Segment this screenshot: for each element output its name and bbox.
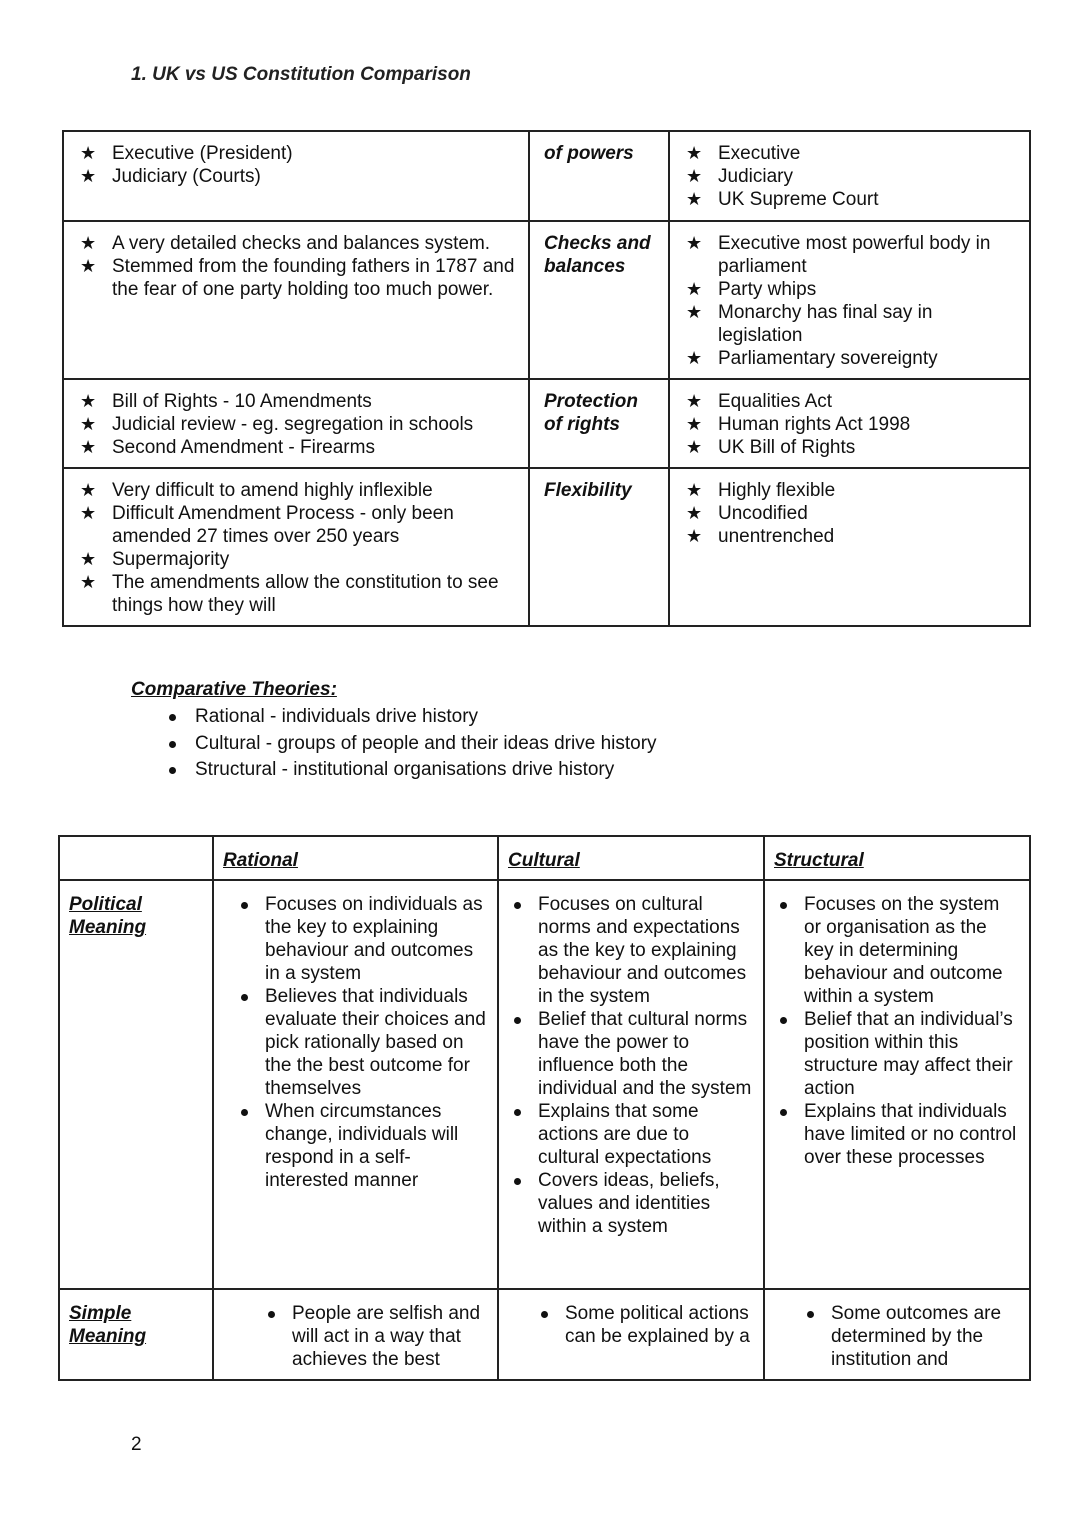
- rational-cell: [213, 1289, 498, 1380]
- list-item: ★ Judiciary (Courts): [78, 165, 518, 188]
- uk-cell: [669, 221, 1030, 379]
- list-item: Focuses on the system or organisation as the key in determining behaviour and outcome within a system: [774, 893, 1021, 1008]
- list-item: ★ Supermajority: [78, 548, 518, 571]
- table-row: [63, 131, 1030, 221]
- list-item: ★ Bill of Rights - 10 Amendments: [78, 390, 518, 413]
- us-cell: [63, 221, 529, 379]
- list-item: Focuses on cultural norms and expectations as the key to explaining behaviour and outcomes in the system: [508, 893, 755, 1008]
- table-row: [63, 468, 1030, 626]
- header-cell: [764, 836, 1030, 880]
- list-item: ★ Parliamentary sovereignty: [684, 347, 1019, 370]
- comparative-theories: [131, 678, 831, 784]
- category-cell: [529, 468, 669, 626]
- uk-cell: [669, 379, 1030, 468]
- rational-cell: [213, 880, 498, 1289]
- list-item: ★ UK Bill of Rights: [684, 436, 1019, 459]
- table-row: [63, 221, 1030, 379]
- list-item: ★ Party whips: [684, 278, 1019, 301]
- list-item: ★ Second Amendment - Firearms: [78, 436, 518, 459]
- header-cultural: Cultural: [508, 850, 580, 871]
- theory-table: [58, 835, 1031, 1381]
- category-label: Protection of rights: [544, 391, 638, 435]
- list-item: ★ Very difficult to amend highly inflexible: [78, 479, 518, 502]
- row-label-cell: [59, 880, 213, 1289]
- header-rational: Rational: [223, 850, 298, 871]
- list-item: ★ Uncodified: [684, 502, 1019, 525]
- list-item: Cultural - groups of people and their ideas drive history: [165, 731, 831, 758]
- uk-cell: [669, 131, 1030, 221]
- list-item: Focuses on individuals as the key to explaining behaviour and outcomes in a system: [235, 893, 489, 985]
- list-item: Belief that cultural norms have the power to influence both the individual and the system: [508, 1008, 755, 1100]
- us-cell: [63, 379, 529, 468]
- structural-cell: [764, 880, 1030, 1289]
- list-item: Explains that individuals have limited or no control over these processes: [774, 1100, 1021, 1169]
- list-item: ★ Highly flexible: [684, 479, 1019, 502]
- list-item: ★ Executive most powerful body in parliament: [684, 232, 1019, 278]
- list-item: ★ Executive: [684, 142, 1019, 165]
- list-item: ★ A very detailed checks and balances system.: [78, 232, 518, 255]
- list-item: ★ Executive (President): [78, 142, 518, 165]
- list-item: ★ The amendments allow the constitution to see things how they will: [78, 571, 518, 617]
- category-label: of powers: [544, 143, 634, 164]
- category-label: Flexibility: [544, 480, 632, 501]
- list-item: People are selfish and will act in a way that achieves the best: [262, 1302, 489, 1371]
- list-item: When circumstances change, individuals will respond in a self-interested manner: [235, 1100, 489, 1192]
- list-item: ★ Monarchy has final say in legislation: [684, 301, 1019, 347]
- structural-cell: [764, 1289, 1030, 1380]
- list-item: Belief that an individual’s position within this structure may affect their action: [774, 1008, 1021, 1100]
- list-item: ★ Difficult Amendment Process - only been amended 27 times over 250 years: [78, 502, 518, 548]
- list-item: ★ Judiciary: [684, 165, 1019, 188]
- uk-cell: [669, 468, 1030, 626]
- list-item: Believes that individuals evaluate their choices and pick rationally based on the the best outcome for themselves: [235, 985, 489, 1100]
- list-item: ★ Judicial review - eg. segregation in schools: [78, 413, 518, 436]
- list-item: Explains that some actions are due to cultural expectations: [508, 1100, 755, 1169]
- list-item: ★ Stemmed from the founding fathers in 1787 and the fear of one party holding too much power.: [78, 255, 518, 301]
- row-label: Simple Meaning: [69, 1303, 147, 1347]
- list-item: Covers ideas, beliefs, values and identities within a system: [508, 1169, 755, 1238]
- empty-header-cell: [59, 836, 213, 880]
- theories-title: Comparative Theories:: [131, 679, 337, 700]
- page-heading: 1. UK vs US Constitution Comparison: [131, 64, 471, 85]
- header-cell: [498, 836, 764, 880]
- table-row: [63, 379, 1030, 468]
- row-label-cell: [59, 1289, 213, 1380]
- list-item: ★ Equalities Act: [684, 390, 1019, 413]
- table-row: [59, 1289, 1030, 1380]
- header-structural: Structural: [774, 850, 864, 871]
- us-cell: [63, 131, 529, 221]
- category-cell: [529, 131, 669, 221]
- constitution-comparison-table: [62, 130, 1031, 627]
- table-row: [59, 880, 1030, 1289]
- category-cell: [529, 379, 669, 468]
- list-item: Some political actions can be explained by a: [535, 1302, 755, 1348]
- list-item: ★ Human rights Act 1998: [684, 413, 1019, 436]
- category-cell: [529, 221, 669, 379]
- list-item: Structural - institutional organisations drive history: [165, 757, 831, 784]
- table-header-row: [59, 836, 1030, 880]
- list-item: Some outcomes are determined by the institution and: [801, 1302, 1021, 1371]
- list-item: ★ UK Supreme Court: [684, 188, 1019, 211]
- category-label: Checks and balances: [544, 233, 651, 277]
- us-cell: [63, 468, 529, 626]
- header-cell: [213, 836, 498, 880]
- list-item: Rational - individuals drive history: [165, 704, 831, 731]
- page-number: 2: [131, 1434, 142, 1455]
- row-label: Political Meaning: [69, 894, 147, 938]
- cultural-cell: [498, 1289, 764, 1380]
- list-item: ★ unentrenched: [684, 525, 1019, 548]
- cultural-cell: [498, 880, 764, 1289]
